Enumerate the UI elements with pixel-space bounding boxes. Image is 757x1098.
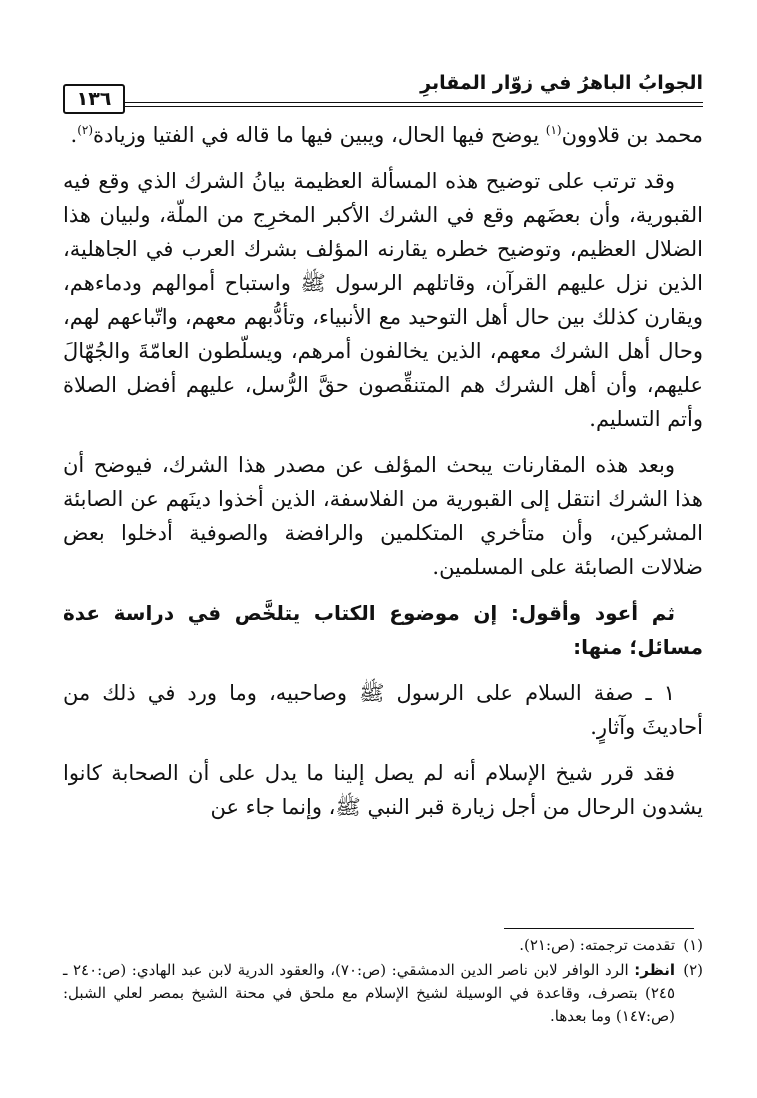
footnote-see-label: انظر: [634, 961, 675, 979]
paragraph: وقد ترتب على توضيح هذه المسألة العظيمة بيانُ الشرك الذي وقع فيه القبورية، وأن بعضَهم وقع في الشرك الأكبر المخرِج من الملّة، ولبيان هذا الضلال العظيم، وتوضيح خطره يقارنه المؤلف بشرك العرب في الجاهلية، الذين نزل عليهم القرآن، وقاتلهم الرسول ﷺ واستباح أموالهم ودماءهم، ويقارن كذلك بين حال أهل التوحيد مع الأنبياء، وتأدُّبهم معهم، واتّباعهم لهم، وحال أهل الشرك معهم، الذين يخالفون أمرهم، ويسلّطون العامّةَ والجُهّالَ عليهم، وأن أهل الشرك هم المتنقِّصون حقَّ الرُّسل، عليهم أفضل الصلاة وأتم التسليم. [63, 169, 704, 431]
paragraph: فقد قرر شيخ الإسلام أنه لم يصل إلينا ما يدل على أن الصحابة كانوا يشدون الرحال من أجل زيارة قبر النبي ﷺ، وإنما جاء عن [63, 761, 703, 819]
header-rule-thin [63, 106, 703, 107]
main-text [63, 118, 703, 836]
header-rule [63, 102, 703, 103]
paragraph: محمد بن قلاوون$^{(١)}$ يوضح فيها الحال، ويبين فيها ما قاله في الفتيا وزيادة$^{(٢)}$. [70, 123, 703, 147]
footnote-number: (١) [683, 936, 703, 954]
page-header [63, 72, 703, 112]
footnote-text: تقدمت ترجمته: (ص:٢١). [519, 936, 675, 954]
footnotes [63, 934, 703, 1030]
paragraph: وبعد هذه المقارنات يبحث المؤلف عن مصدر هذا الشرك، فيوضح أن هذا الشرك انتقل إلى القبورية من الفلاسفة، الذين أخذوا دينَهم عن الصابئة المشركين، وأن متأخري المتكلمين والرافضة والصوفية أدخلوا بعض ضلالات الصابئة على المسلمين. [63, 453, 703, 579]
page-number: ١٣٦ [63, 84, 125, 114]
section-heading: ثم أعود وأقول: إن موضوع الكتاب يتلخَّص في دراسة عدة مسائل؛ منها: [63, 601, 703, 659]
footnote [63, 959, 703, 1028]
footnote-text: انظر: الرد الوافر لابن ناصر الدين الدمشقي: (ص:٧٠)، والعقود الدرية لابن عبد الهادي: (ص:٢٤٠ ـ ٢٤٥) بتصرف، وقاعدة في الوسيلة لشيخ الإسلام مع ملحق في محنة الشيخ بمصر لعلي الشبل: (ص:١٤٧) وما بعدها. [63, 961, 675, 1025]
footnote-number: (٢) [683, 961, 703, 979]
footnote-divider [504, 928, 694, 929]
list-item: ١ ـ صفة السلام على الرسول ﷺ وصاحبيه، وما ورد في ذلك من أحاديثَ وآثارٍ. [63, 681, 703, 739]
footnote-ref[interactable]: (٢) [77, 123, 94, 137]
footnote-ref[interactable]: (١) [545, 123, 562, 137]
footnote [63, 934, 703, 957]
running-title: الجوابُ الباهرُ في زوّار المقابرِ [420, 72, 703, 94]
